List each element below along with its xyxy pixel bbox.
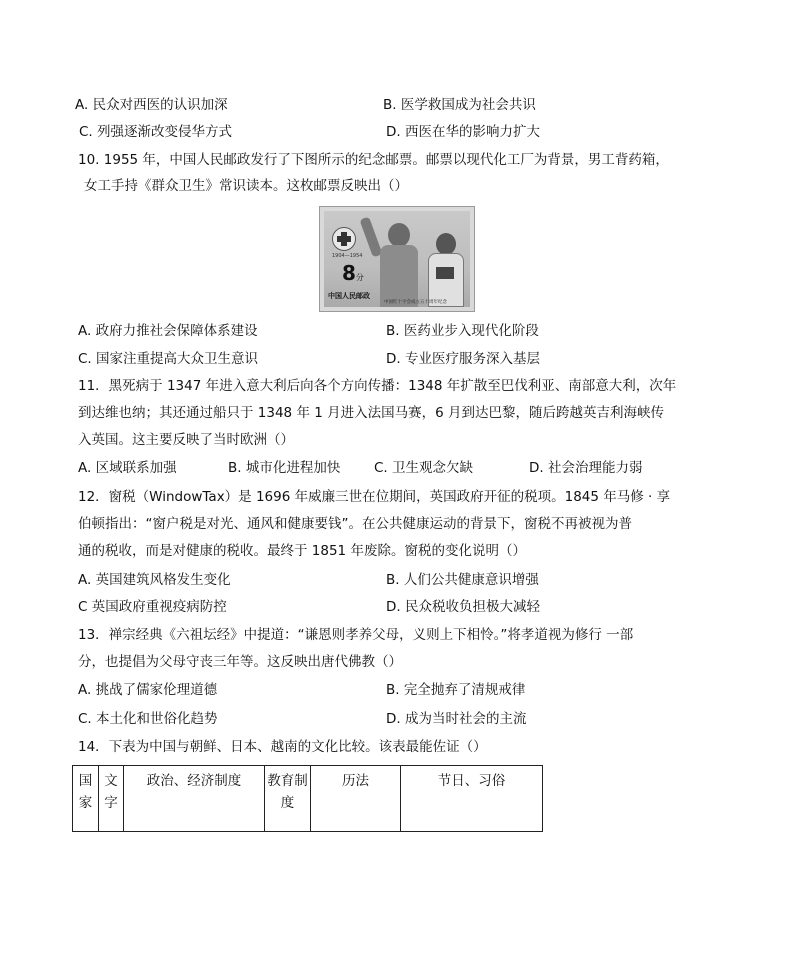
q11-option-b: B. 城市化进程加快: [228, 460, 341, 476]
q12-stem-line-2: 伯顿指出：“窗户税是对光、通风和健康要钱”。在公共健康运动的背景下，窗税不再被视为普: [78, 516, 632, 532]
q10-option-b: B. 医药业步入现代化阶段: [386, 323, 539, 339]
table-header-row: [73, 766, 543, 832]
red-cross-icon: [332, 227, 356, 251]
q10-option-a: A. 政府力推社会保障体系建设: [78, 323, 258, 339]
q11-stem-line-1: 11．黑死病于 1347 年进入意大利后向各个方向传播：1348 年扩散至巴伐利亚、南部意大利，次年: [78, 378, 677, 394]
q9-option-d: D. 西医在华的影响力扩大: [386, 124, 540, 140]
table-header-festivals: 节日、习俗: [401, 766, 543, 832]
q12-option-d: D. 民众税收负担极大减轻: [386, 599, 540, 615]
q12-option-c: C 英国政府重视疫病防控: [78, 599, 227, 615]
table-header-education: 教育制度: [265, 766, 311, 832]
q12-option-a: A. 英国建筑风格发生变化: [78, 572, 231, 588]
stamp-post-name: 中国人民邮政: [328, 292, 370, 300]
q12-stem-line-1: 12．窗税（WindowTax）是 1696 年威廉三世在位期间，英国政府开征的税项。1845 年马修 · 享: [78, 489, 671, 505]
q11-option-a: A. 区域联系加强: [78, 460, 177, 476]
q10-option-d: D. 专业医疗服务深入基层: [386, 351, 540, 367]
q13-stem-line-1: 13．禅宗经典《六祖坛经》中提道：“谦恩则孝养父母，义则上下相怜。”将孝道视为修行 一部: [78, 627, 634, 643]
culture-comparison-table: [72, 765, 543, 832]
q11-option-c: C. 卫生观念欠缺: [374, 460, 474, 476]
stamp-caption: 中国红十字会成立五十周年纪念: [384, 300, 447, 305]
q10-option-c: C. 国家注重提高大众卫生意识: [78, 351, 259, 367]
female-worker-figure: [428, 233, 464, 307]
q9-option-a: A. 民众对西医的认识加深: [75, 97, 228, 113]
q9-option-b: B. 医学救国成为社会共识: [383, 97, 536, 113]
q11-option-d: D. 社会治理能力弱: [529, 460, 643, 476]
q12-option-b: B. 人们公共健康意识增强: [386, 572, 539, 588]
q12-stem-line-3: 通的税收，而是对健康的税收。最终于 1851 年废除。窗税的变化说明（）: [78, 543, 526, 559]
q13-option-d: D. 成为当时社会的主流: [386, 711, 527, 727]
table-header-calendar: 历法: [311, 766, 401, 832]
male-worker-figure: [380, 217, 418, 307]
q13-option-b: B. 完全抛弃了清规戒律: [386, 682, 526, 698]
q9-option-c: C. 列强逐渐改变侵华方式: [79, 124, 233, 140]
table-header-political-economic: 政治、经济制度: [124, 766, 265, 832]
q10-stem-line-1: 10. 1955 年，中国人民邮政发行了下图所示的纪念邮票。邮票以现代化工厂为背景，男工背药箱，: [78, 152, 669, 168]
q13-option-c: C. 本土化和世俗化趋势: [78, 711, 218, 727]
q13-stem-line-2: 分，也提倡为父母守丧三年等。这反映出唐代佛教（）: [78, 654, 402, 670]
table-header-script: 文字: [99, 766, 124, 832]
q10-stem-line-2: 女工手持《群众卫生》常识读本。这枚邮票反映出（）: [84, 178, 408, 194]
commemorative-stamp: [319, 206, 475, 312]
q14-stem: 14．下表为中国与朝鲜、日本、越南的文化比较。该表最能佐证（）: [78, 739, 487, 755]
q13-option-a: A. 挑战了儒家伦理道德: [78, 682, 218, 698]
q11-stem-line-2: 到达维也纳；其还通过船只于 1348 年 1 月进入法国马赛，6 月到达巴黎，随后跨越英吉利海峡传: [78, 405, 664, 421]
q11-stem-line-3: 入英国。这主要反映了当时欧洲（）: [78, 432, 294, 448]
stamp-denomination: 8分: [342, 261, 364, 285]
stamp-years: 1904—1954: [332, 253, 363, 259]
table-header-country: 国家: [73, 766, 99, 832]
